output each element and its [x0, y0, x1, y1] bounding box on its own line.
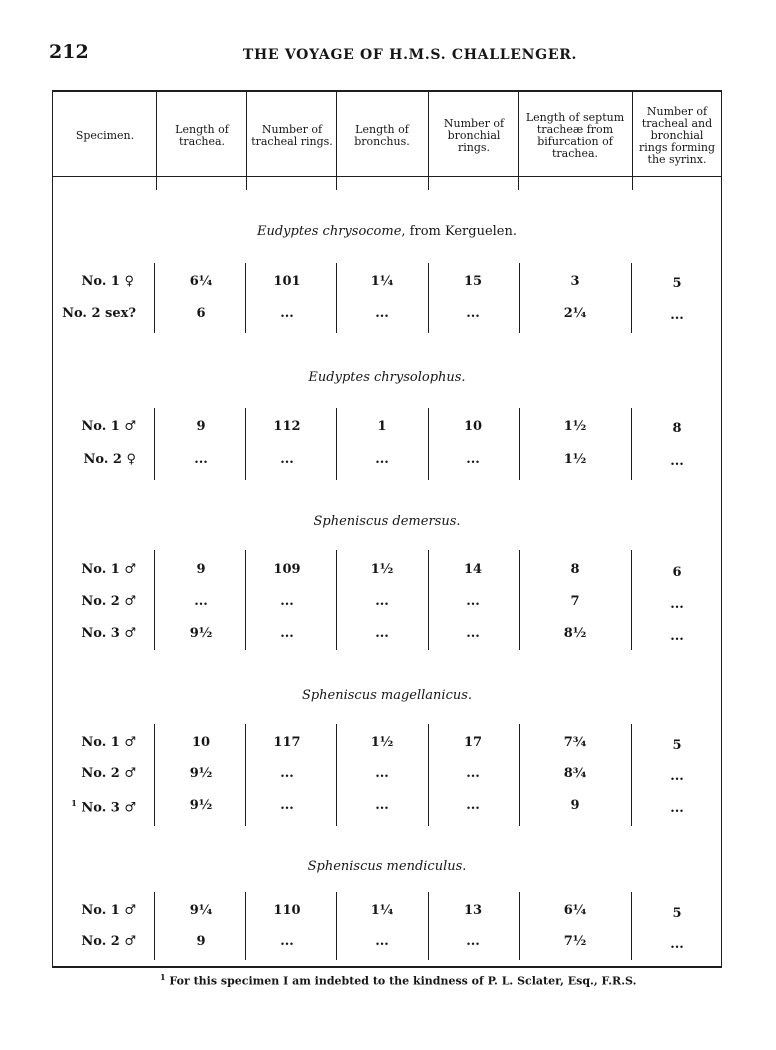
- cell-tracheal-rings: ...: [280, 766, 294, 781]
- cell-bronchial-rings: ...: [466, 626, 480, 641]
- cell-bronchus-length: ...: [375, 766, 389, 781]
- cell-syrinx-rings: ...: [670, 937, 684, 952]
- cell-trachea-length: 9: [196, 562, 206, 577]
- cell-bronchial-rings: 15: [463, 274, 483, 289]
- cell-tracheal-rings: ...: [280, 626, 294, 641]
- cell-septum-length: 7: [570, 594, 580, 609]
- specimen-label: No. 2 ♂: [81, 766, 136, 781]
- cell-tracheal-rings: ...: [280, 934, 294, 949]
- footnote-reference: 1: [71, 798, 77, 808]
- cell-syrinx-rings: 5: [672, 906, 682, 921]
- cell-bronchial-rings: 17: [463, 735, 483, 750]
- column-header: Number of bronchial rings.: [443, 117, 505, 154]
- specimen-label: No. 1 ♀: [81, 274, 134, 289]
- cell-syrinx-rings: ...: [670, 801, 684, 816]
- cell-tracheal-rings: ...: [280, 452, 294, 467]
- cell-bronchus-length: 1½: [370, 562, 394, 577]
- specimen-label: No. 2 ♂: [81, 934, 136, 949]
- cell-trachea-length: 9½: [189, 798, 213, 813]
- cell-bronchus-length: ...: [375, 934, 389, 949]
- cell-bronchus-length: ...: [375, 306, 389, 321]
- cell-bronchus-length: 1: [377, 419, 387, 434]
- footnote-text: For this specimen I am indebted to the kindness of P. L. Sclater, Esq., F.R.S.: [169, 974, 637, 988]
- cell-tracheal-rings: 110: [273, 903, 301, 918]
- section-title: [52, 224, 722, 239]
- cell-bronchial-rings: ...: [466, 798, 480, 813]
- cell-trachea-length: ...: [194, 452, 208, 467]
- section-title: [52, 859, 722, 874]
- cell-septum-length: 1½: [563, 452, 587, 467]
- cell-trachea-length: 9: [196, 934, 206, 949]
- cell-tracheal-rings: 117: [273, 735, 301, 750]
- species-name: Spheniscus mendiculus.: [307, 859, 467, 874]
- cell-syrinx-rings: 6: [672, 565, 682, 580]
- footnote-marker: 1: [160, 972, 166, 982]
- specimen-label: No. 1 ♂: [81, 562, 136, 577]
- cell-septum-length: 7½: [563, 934, 587, 949]
- cell-septum-length: 9: [570, 798, 580, 813]
- species-name: Spheniscus demersus.: [313, 514, 461, 529]
- page-number: 212: [49, 41, 89, 63]
- running-head: THE VOYAGE OF H.M.S. CHALLENGER.: [242, 47, 578, 63]
- cell-bronchus-length: ...: [375, 798, 389, 813]
- cell-trachea-length: 6¼: [189, 274, 213, 289]
- cell-bronchial-rings: 13: [463, 903, 483, 918]
- column-header: Number of tracheal and bronchial rings forming the syrinx.: [638, 105, 716, 166]
- section-title: [52, 370, 722, 385]
- column-header: Length of septum tracheæ from bifurcation of trachea.: [525, 111, 625, 160]
- specimen-label: No. 1 ♂: [81, 903, 136, 918]
- cell-bronchus-length: ...: [375, 452, 389, 467]
- cell-bronchial-rings: ...: [466, 934, 480, 949]
- cell-trachea-length: 6: [196, 306, 206, 321]
- cell-septum-length: 2¼: [563, 306, 587, 321]
- cell-bronchus-length: ...: [375, 594, 389, 609]
- specimen-label: No. 2 sex?: [62, 306, 136, 321]
- cell-tracheal-rings: 109: [273, 562, 301, 577]
- header-divider: [428, 92, 429, 190]
- cell-trachea-length: 10: [191, 735, 211, 750]
- column-header: Length of trachea.: [175, 123, 229, 148]
- cell-syrinx-rings: ...: [670, 308, 684, 323]
- cell-tracheal-rings: ...: [280, 594, 294, 609]
- cell-trachea-length: 9: [196, 419, 206, 434]
- species-name: Eudyptes chrysocome: [256, 224, 402, 239]
- cell-syrinx-rings: 8: [672, 421, 682, 436]
- cell-trachea-length: 9½: [189, 626, 213, 641]
- header-divider: [518, 92, 519, 190]
- cell-septum-length: 8¾: [563, 766, 587, 781]
- cell-bronchial-rings: 14: [463, 562, 483, 577]
- specimen-label: No. 1 ♂: [81, 419, 136, 434]
- cell-septum-length: 7¾: [563, 735, 587, 750]
- column-header: Number of tracheal rings.: [251, 123, 333, 148]
- cell-bronchial-rings: ...: [466, 766, 480, 781]
- cell-syrinx-rings: ...: [670, 597, 684, 612]
- cell-tracheal-rings: ...: [280, 306, 294, 321]
- cell-syrinx-rings: 5: [672, 276, 682, 291]
- header-divider: [156, 92, 157, 190]
- cell-syrinx-rings: ...: [670, 629, 684, 644]
- cell-syrinx-rings: ...: [670, 769, 684, 784]
- specimen-label: No. 3 ♂: [81, 626, 136, 641]
- header-divider: [632, 92, 633, 190]
- footnote: [160, 972, 636, 988]
- cell-septum-length: 8: [570, 562, 580, 577]
- cell-bronchus-length: 1¼: [370, 274, 394, 289]
- cell-septum-length: 3: [570, 274, 580, 289]
- species-name: Spheniscus magellanicus.: [301, 688, 473, 703]
- cell-septum-length: 8½: [563, 626, 587, 641]
- cell-tracheal-rings: ...: [280, 798, 294, 813]
- column-header: Length of bronchus.: [354, 123, 410, 148]
- cell-syrinx-rings: ...: [670, 454, 684, 469]
- specimen-label: No. 2 ♂: [81, 594, 136, 609]
- cell-trachea-length: 9¼: [189, 903, 213, 918]
- specimen-label: [56, 798, 136, 815]
- cell-bronchial-rings: ...: [466, 452, 480, 467]
- cell-bronchus-length: ...: [375, 626, 389, 641]
- specimen-label-text: No. 3 ♂: [81, 800, 136, 816]
- cell-bronchus-length: 1¼: [370, 903, 394, 918]
- specimen-label: No. 1 ♂: [81, 735, 136, 750]
- cell-syrinx-rings: 5: [672, 738, 682, 753]
- cell-trachea-length: ...: [194, 594, 208, 609]
- cell-trachea-length: 9½: [189, 766, 213, 781]
- specimen-label: No. 2 ♀: [83, 452, 136, 467]
- header-bottom-rule: [52, 176, 722, 177]
- section-title: [52, 514, 722, 529]
- cell-bronchial-rings: ...: [466, 306, 480, 321]
- section-location: , from Kerguelen.: [401, 224, 517, 239]
- cell-tracheal-rings: 112: [273, 419, 301, 434]
- table-bottom-rule: [52, 966, 722, 968]
- header-divider: [246, 92, 247, 190]
- species-name: Eudyptes chrysolophus.: [308, 370, 466, 385]
- cell-septum-length: 6¼: [563, 903, 587, 918]
- column-header: Specimen.: [75, 129, 135, 142]
- cell-tracheal-rings: 101: [273, 274, 301, 289]
- header-divider: [336, 92, 337, 190]
- cell-bronchial-rings: ...: [466, 594, 480, 609]
- cell-bronchus-length: 1½: [370, 735, 394, 750]
- section-title: [52, 688, 722, 703]
- cell-bronchial-rings: 10: [463, 419, 483, 434]
- table-top-rule: [52, 90, 722, 92]
- cell-septum-length: 1½: [563, 419, 587, 434]
